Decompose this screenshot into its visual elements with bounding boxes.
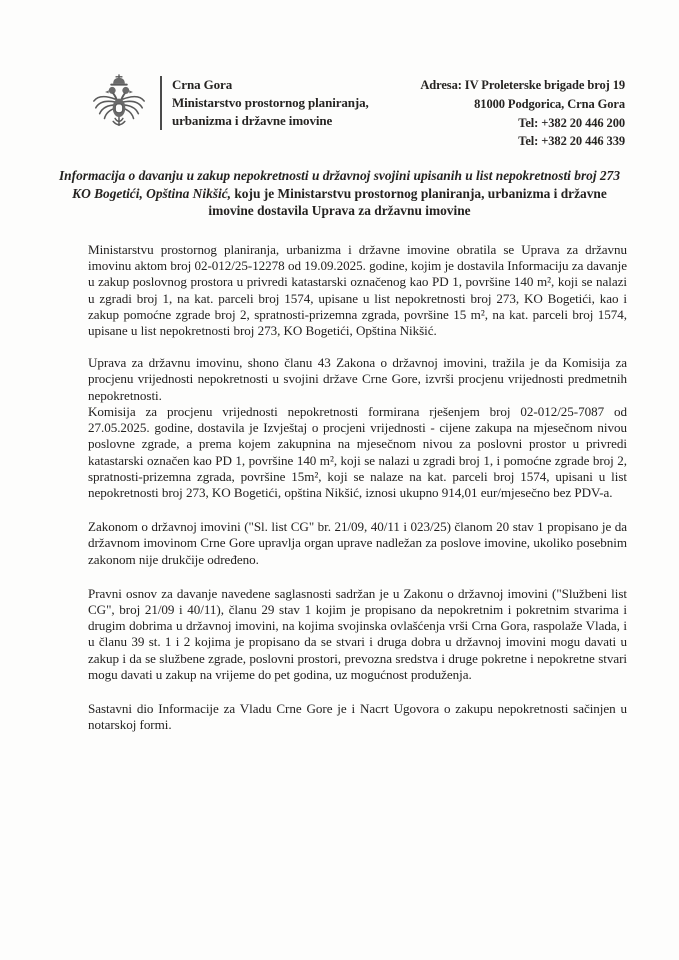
document-title [52, 167, 627, 220]
phone-line1: Tel: +382 20 446 200 [518, 115, 625, 130]
paragraph-6: Sastavni dio Informacije za Vladu Crne Gore je i Nacrt Ugovora o zakupu nepokretnosti sačinjen u notarskoj formi. [88, 700, 627, 733]
document-title-rest: koju je Ministarstvu prostornog planiranja, urbanizma i državne imovine dostavila Uprava za državnu imovine [208, 185, 607, 219]
letterhead [0, 0, 679, 151]
org-ministry-line2: urbanizma i državne imovine [172, 113, 333, 129]
paragraph-4: Zakonom o državnoj imovini ("Sl. list CG" br. 21/09, 40/11 i 023/25) članom 20 stav 1 propisano je da državnom imovinom Crne Gore upravlja organ uprave nadležan za poslove imovine, ukoliko posebnim zakonom nije drukčije određeno. [88, 519, 627, 567]
paragraph-2: Uprava za državnu imovinu, shono članu 43 Zakona o državnoj imovini, tražila je da Komisija za procjenu vrijednosti nepokretnosti u svojini države Crne Gore, izvrši procjenu vrijednosti predmetnih nepokretnosti. [88, 355, 627, 403]
org-country: Crna Gora [172, 77, 233, 92]
montenegro-coat-of-arms-icon [88, 72, 150, 134]
document-body [88, 242, 627, 733]
paragraph-5: Pravni osnov za davanje navedene saglasnosti sadržan je u Zakonu o državnoj imovini ("Službeni list CG", broj 21/09 i 40/11), članu 29 stav 1 kojim je propisano da nepokretnim i pokretnim stvarima i drugim dobrima u državnoj imovini, na kojima svojinska ovlašćenja vrši Crna Gora, raspolaže Vlada, i u članu 39 st. 1 i 2 kojima je propisano da se stvari i druga dobra u državnoj imovini mogu davati u zakup i da se službene zgrade, poslovni prostori, prevozna sredstva i druge pokretne i nepokretne stvari mogu davati u zakup na vrijeme do pet godina, uz mogućnost produženja. [88, 585, 627, 682]
header-divider [160, 76, 162, 130]
contact-block [420, 74, 625, 151]
paragraph-1: Ministarstvu prostornog planiranja, urbanizma i državne imovine obratila se Uprava za državnu imovinu aktom broj 02-012/25-12278 od 19.09.2025. godine, kojim je dostavila Informaciju za davanje u zakup poslovnog prostora u privredi katastarski označenog kao PD 1, površine 140 m², koji se nalazi u zgradi broj 1, na kat. parceli broj 1574, upisane u list nepokretnosti broj 273, KO Bogetići, kao i zakup pomoćne zgrade broj 2, spratnosti-prizemna zgrada, površine 15 m², na kat. parceli broj 1574, upisane u list nepokretnosti broj 273, KO Bogetići, Opština Nikšić. [88, 242, 627, 339]
address-line2: 81000 Podgorica, Crna Gora [474, 96, 625, 111]
org-ministry-line1: Ministarstvo prostornog planiranja, [172, 95, 369, 111]
org-text [172, 74, 369, 131]
org-block [88, 74, 369, 134]
phone-line2: Tel: +382 20 446 339 [518, 134, 625, 149]
address-line1: Adresa: IV Proleterske brigade broj 19 [420, 78, 625, 92]
paragraph-3: Komisija za procjenu vrijednosti nepokretnosti formirana rješenjem broj 02-012/25-7087 od 27.05.2025. godine, dostavila je Izvještaj o procjeni vrijednosti - cijene zakupa na mjesečnom nivou poslovne zgrade, a prema kojem zakupnina na mjesečnom nivou za poslovni prostor u privredi katastarski označen kao PD 1, površine 140 m², koji se nalazi u zgradi broj 1, i pomoćne zgrade broj 2, spratnosti-prizemna zgrada, površine 15m², koji se nalaze na kat. parceli broj 1574, upisani u list nepokretnosti broj 273, KO Bogetići, opština Nikšić, iznosi ukupno 914,01 eur/mjesečno bez PDV-a. [88, 403, 627, 500]
document-title-emphasis: Informacija o davanju u zakup nepokretnosti u državnoj svojini upisanih u list nepokretnosti broj 273 KO Bogetići, Opština Nikšić, [58, 168, 621, 201]
